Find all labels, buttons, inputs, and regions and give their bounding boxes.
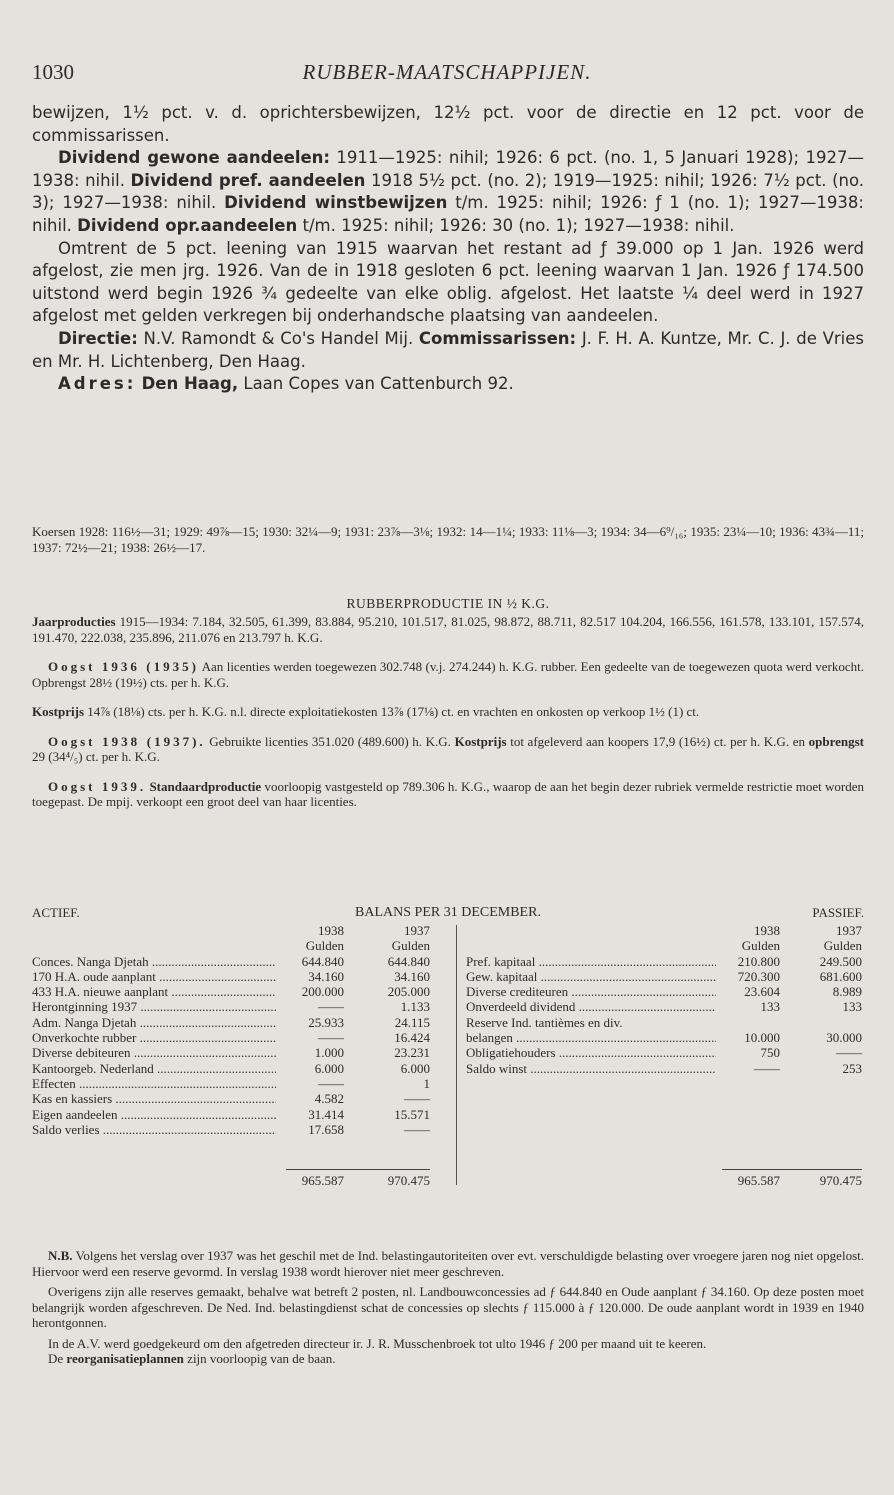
- balance-row: [32, 1076, 864, 1091]
- commissarissen-text: J. F. H. A. Kuntze, Mr. C. J. de Vries en Mr. H. Lichtenberg, Den Haag.: [32, 328, 864, 371]
- balance-title: BALANS PER 31 DECEMBER.: [355, 905, 541, 920]
- notes-paragraph-2: Overigens zijn alle reserves gemaakt, behalve wat betreft 2 posten, nl. Landbouwconcessies ad ƒ 644.840 en Oude aanplant ƒ 34.160. Op deze posten moet belangrijk worden afgeschreven. De Ned. Ind. belastingdienst schat de concessies op slechts ƒ 115.000 à ƒ 120.000. De oude aanplant wordt in 1939 en 1940 herontgonnen.: [32, 1284, 864, 1330]
- gulden-label: Gulden: [823, 938, 862, 954]
- oogst-1939-label: Oogst 1939.: [48, 778, 147, 794]
- actief-item-label: Eigen aandeelen .....: [32, 1107, 276, 1122]
- actief-value-1937: 1.133: [400, 999, 430, 1015]
- balance-row: [32, 1091, 864, 1106]
- dividend-winst-text: t/m. 1925: nihil; 1926: ƒ 1 (no. 1); 1927—1938: nihil.: [32, 193, 864, 235]
- intro-section: [32, 102, 864, 396]
- actief-item-label: Kas en kassiers .....: [32, 1091, 276, 1106]
- production-title: RUBBERPRODUCTIE IN ½ K.G.: [346, 596, 550, 611]
- passief-value-1937: 253: [842, 1060, 862, 1076]
- passief-item-label: Obligatiehouders .....: [466, 1045, 716, 1060]
- jaarproducties-text: 1915—1934: 7.184, 32.505, 61.399, 83.884, 95.210, 101.517, 81.025, 98.872, 88.711, 82.517 104.204, 166.556, 161.578, 133.101, 157.574, 191.470, 222.038, 235.896, 211.076 en 213.797 h. K.G.: [32, 614, 864, 645]
- total-passief-1937: 970.475: [819, 1173, 862, 1188]
- actief-value-1938: 4.582: [314, 1091, 344, 1107]
- actief-value-1938: 31.414: [308, 1106, 344, 1122]
- year-1937-left: 1937: [404, 923, 430, 938]
- actief-item-label: Effecten .....: [32, 1076, 276, 1091]
- passief-value-1937: 30.000: [826, 1030, 862, 1046]
- year-1937-right: 1937: [836, 923, 862, 938]
- actief-value-1938: 644.840: [301, 953, 344, 969]
- actief-value-1937: 205.000: [387, 984, 430, 1000]
- notes-paragraph-3: In de A.V. werd goedgekeurd om den afgetreden directeur ir. J. R. Musschenbroek tot ulto 1946 ƒ 200 per maand uit te keeren.: [48, 1335, 707, 1351]
- year-header-row: [32, 923, 864, 938]
- dividend-paragraph: [32, 147, 864, 237]
- gulden-label: Gulden: [305, 938, 344, 954]
- koersen-section: [32, 524, 864, 555]
- notes-paragraph-4: [32, 1351, 864, 1367]
- actief-label: ACTIEF.: [32, 905, 80, 920]
- intro-paragraph-1: bewijzen, 1½ pct. v. d. oprichtersbewijzen, 12½ pct. voor de directie en 12 pct. voor de commissarissen.: [32, 103, 864, 145]
- passief-label: PASSIEF.: [812, 905, 864, 920]
- dividend-opr-label: Dividend opr.aandeelen: [77, 215, 298, 235]
- passief-item-label: Reserve Ind. tantièmes en div.: [466, 1014, 623, 1030]
- passief-value-1937: 681.600: [819, 968, 862, 984]
- page-number: 1030: [32, 60, 74, 84]
- actief-value-1938: 1.000: [314, 1045, 344, 1061]
- actief-value-1938: ——: [318, 1030, 344, 1046]
- notes-p4-text-2: zijn voorloopig van de baan.: [183, 1351, 336, 1366]
- oogst-1936-label: Oogst 1936 (1935): [48, 659, 199, 674]
- balance-row: [32, 1030, 864, 1045]
- leening-paragraph: Omtrent de 5 pct. leening van 1915 waarvan het restant ad ƒ 39.000 op 1 Jan. 1926 werd afgelost, zie men jrg. 1926. Van de in 1918 gesloten 6 pct. leening waarvan 1 Jan. 1926 ƒ 174.500 uitstond werd begin 1926 ¾ gedeelte van elke oblig. afgelost. Het laatste ¼ deel werd in 1927 afgelost met gelden verkregen bij onderhandsche plaatsing van aandeelen.: [32, 238, 864, 326]
- total-rule-left: [286, 1169, 430, 1170]
- actief-value-1937: 644.840: [387, 953, 430, 969]
- oogst-1938-kostprijs: Kostprijs: [454, 733, 507, 749]
- actief-value-1938: 200.000: [301, 984, 344, 1000]
- passief-value-1938: 720.300: [737, 968, 780, 984]
- balance-row: [32, 1107, 864, 1122]
- actief-item-label: Kantoorgeb. Nederland .....: [32, 1061, 276, 1076]
- jaarproducties-label: Jaarproducties: [32, 614, 116, 629]
- passief-value-1937: ——: [836, 1045, 862, 1061]
- kostprijs-label: Kostprijs: [32, 704, 84, 719]
- total-rule-right: [722, 1169, 862, 1170]
- gulden-label: Gulden: [741, 938, 780, 954]
- passief-value-1938: ——: [754, 1060, 780, 1076]
- actief-value-1937: 6.000: [400, 1060, 430, 1076]
- actief-item-label: Onverkochte rubber .....: [32, 1030, 276, 1045]
- total-actief-1937: 970.475: [387, 1173, 430, 1188]
- notes-p4-text-1: De: [48, 1351, 67, 1366]
- koersen-text: Koersen 1928: 116½—31; 1929: 49⅞—15; 1930: 32¼—9; 1931: 23⅞—3⅛; 1932: 14—1¼; 1933: 11⅛—3; 1934: 34—6⁹/₁₆; 1935: 23¼—10; 1936: 43¾—11; 1937: 72½—21; 1938: 26½—17.: [32, 524, 864, 555]
- balance-row: [32, 984, 864, 999]
- actief-item-label: Herontginning 1937 .....: [32, 999, 276, 1014]
- actief-value-1937: 24.115: [394, 1014, 430, 1030]
- adres-street: Laan Copes van Cattenburch 92.: [238, 374, 514, 394]
- passief-value-1937: 133: [842, 999, 862, 1015]
- oogst-1938-opbrengst: opbrengst: [808, 733, 864, 749]
- balance-row: [32, 1061, 864, 1076]
- passief-item-label: Saldo winst .....: [466, 1061, 716, 1076]
- currency-header-row: [32, 938, 864, 953]
- jaarproducties-paragraph: [32, 614, 864, 645]
- passief-item-label: Diverse crediteuren .....: [466, 984, 716, 999]
- actief-value-1938: ——: [318, 999, 344, 1015]
- directie-label: Directie:: [58, 328, 138, 348]
- dividend-opr-text: t/m. 1925: nihil; 1926: 30 (no. 1); 1927—1938: nihil.: [297, 215, 735, 235]
- production-section: [32, 614, 864, 810]
- oogst-1938-text-1: Gebruikte licenties 351.020 (489.600) h. K.G.: [205, 733, 455, 749]
- dividend-gewone-label: Dividend gewone aandeelen:: [58, 148, 331, 168]
- actief-value-1937: 16.424: [394, 1030, 430, 1046]
- actief-item-label: 433 H.A. nieuwe aanplant .....: [32, 984, 276, 999]
- balance-row: [32, 1122, 864, 1137]
- passief-item-label: belangen .....: [466, 1030, 716, 1045]
- standaardproductie-label: Standaardproductie: [149, 778, 262, 794]
- kostprijs-paragraph: [32, 704, 864, 720]
- nb-text: Volgens het verslag over 1937 was het geschil met de Ind. belastingautoriteiten over evt. verschuldigde belasting over vroegere jaren nog niet opgelost. Hiervoor werd een reserve gevormd. In verslag 1938 wordt hierover niet meer geschreven.: [32, 1248, 864, 1279]
- year-1938-left: 1938: [318, 923, 344, 938]
- reorganisatieplannen-label: reorganisatieplannen: [66, 1351, 184, 1366]
- column-divider: [456, 925, 457, 1185]
- dividend-gewone-text: 1911—1925: nihil; 1926: 6 pct. (no. 1, 5 Januari 1928); 1927—1938: nihil.: [32, 148, 864, 190]
- totals-row: [32, 1173, 864, 1188]
- passief-value-1938: 23.604: [744, 984, 780, 1000]
- passief-value-1937: 8.989: [832, 984, 862, 1000]
- actief-value-1937: 15.571: [394, 1106, 430, 1122]
- oogst-1938-paragraph: [32, 734, 864, 765]
- actief-value-1937: ——: [404, 1091, 430, 1107]
- passief-item-label: Pref. kapitaal .....: [466, 954, 716, 969]
- gulden-label: Gulden: [391, 938, 430, 954]
- directie-paragraph: [32, 328, 864, 373]
- page-title: RUBBER-MAATSCHAPPIJEN.: [302, 60, 592, 84]
- oogst-1938-text-2: tot afgeleverd aan koopers 17,9 (16½) ct. per h. K.G. en: [506, 733, 809, 749]
- year-1938-right: 1938: [754, 923, 780, 938]
- notes-section: [32, 1248, 864, 1367]
- passief-value-1938: 210.800: [737, 953, 780, 969]
- nb-paragraph: [32, 1248, 864, 1279]
- nb-label: N.B.: [48, 1248, 73, 1263]
- page-header: [32, 60, 862, 88]
- balance-sheet: [32, 905, 864, 1188]
- balance-row: [32, 1045, 864, 1060]
- total-actief-1938: 965.587: [301, 1173, 344, 1188]
- balance-rows: [32, 954, 864, 1138]
- balance-header: [32, 905, 864, 923]
- balance-row: [32, 999, 864, 1014]
- actief-value-1937: 1: [423, 1075, 430, 1091]
- oogst-1936-paragraph: [32, 659, 864, 690]
- adres-paragraph: [32, 373, 864, 396]
- dividend-winst-label: Dividend winstbewijzen: [224, 193, 448, 213]
- actief-item-label: Adm. Nanga Djetah .....: [32, 1015, 276, 1030]
- actief-value-1938: ——: [318, 1075, 344, 1091]
- oogst-1936-text: Aan licenties werden toegewezen 302.748 (v.j. 274.244) h. K.G. rubber. Een gedeelte van de toegewezen quota werd verkocht. Opbrengst 28½ (19½) cts. per h. K.G.: [32, 659, 864, 690]
- actief-value-1938: 25.933: [308, 1014, 344, 1030]
- actief-item-label: Saldo verlies .....: [32, 1122, 276, 1137]
- kostprijs-text: 14⅞ (18⅛) cts. per h. K.G. n.l. directe exploitatiekosten 13⅞ (17⅛) ct. en vrachten en onkosten op verkoop 1½ (1) ct.: [84, 704, 700, 719]
- actief-item-label: 170 H.A. oude aanplant .....: [32, 969, 276, 984]
- commissarissen-label: Commissarissen:: [418, 328, 577, 348]
- oogst-1939-paragraph: [32, 779, 864, 810]
- passief-item-label: Onverdeeld dividend .....: [466, 999, 716, 1014]
- actief-value-1938: 17.658: [308, 1121, 344, 1137]
- balance-row: [32, 969, 864, 984]
- actief-item-label: Diverse debiteuren .....: [32, 1045, 276, 1060]
- actief-item-label: Conces. Nanga Djetah .....: [32, 954, 276, 969]
- actief-value-1937: 23.231: [394, 1045, 430, 1061]
- balance-row: [32, 1015, 864, 1030]
- actief-value-1938: 6.000: [314, 1060, 344, 1076]
- passief-item-label: Gew. kapitaal .....: [466, 969, 716, 984]
- dividend-pref-text: 1918 5½ pct. (no. 2); 1919—1925: nihil; 1926: 7½ pct. (no. 3); 1927—1938: nihil.: [32, 170, 865, 213]
- oogst-1938-text-3: 29 (34⁴/₅) ct. per h. K.G.: [32, 749, 160, 764]
- oogst-1938-label: Oogst 1938 (1937).: [48, 733, 206, 749]
- actief-value-1937: 34.160: [394, 968, 430, 984]
- actief-value-1938: 34.160: [308, 968, 344, 984]
- passief-value-1938: 133: [760, 999, 780, 1015]
- oogst-1939-text: voorloopig vastgesteld op 789.306 h. K.G., waarop de aan het begin dezer rubriek vermelde restrictie moet worden toegepast. De mpij. verkoopt een groot deel van haar licenties.: [32, 778, 865, 809]
- total-passief-1938: 965.587: [737, 1173, 780, 1188]
- balance-row: [32, 954, 864, 969]
- passief-value-1937: 249.500: [819, 953, 862, 969]
- passief-value-1938: 10.000: [744, 1030, 780, 1046]
- dividend-pref-label: Dividend pref. aandeelen: [130, 170, 366, 190]
- adres-label: Adres:: [58, 374, 137, 394]
- directie-text: N.V. Ramondt & Co's Handel Mij.: [137, 328, 419, 348]
- passief-value-1938: 750: [760, 1045, 780, 1061]
- adres-city: Den Haag,: [141, 374, 239, 394]
- actief-value-1937: ——: [404, 1121, 430, 1137]
